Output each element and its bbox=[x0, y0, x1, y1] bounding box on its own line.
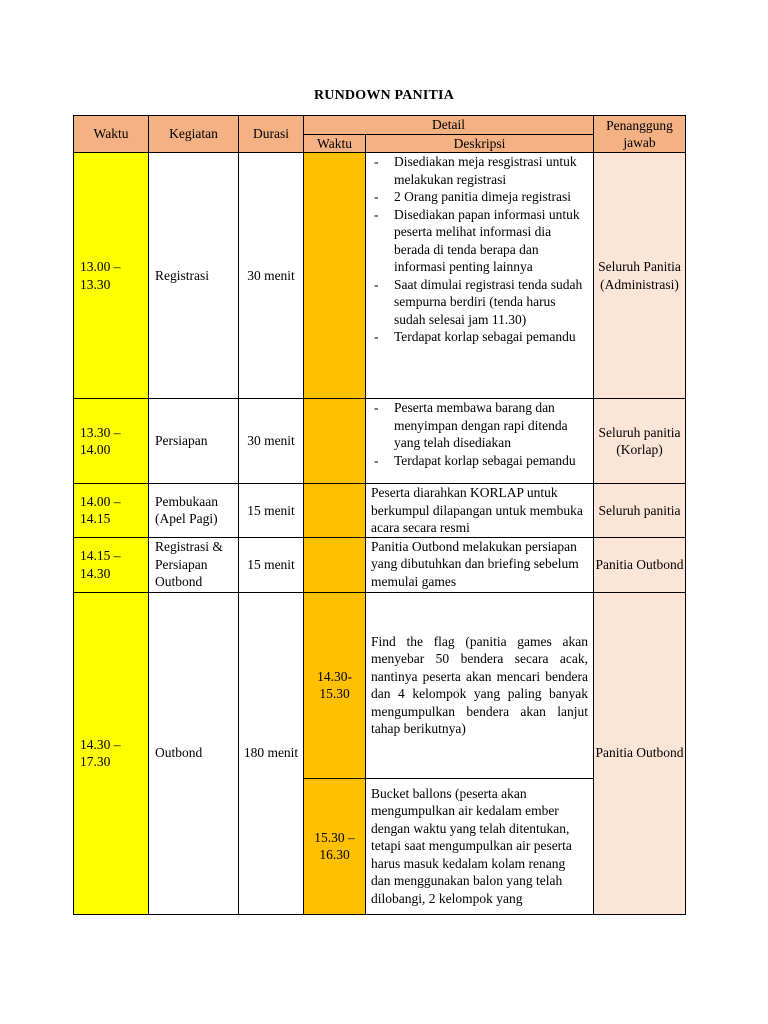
row-waktu: 13.00 – 13.30 bbox=[74, 153, 149, 399]
table-row bbox=[74, 484, 686, 538]
deskripsi-item: - Terdapat korlap sebagai pemandu bbox=[371, 452, 588, 470]
deskripsi-item: - Peserta membawa barang dan menyimpan dengan rapi ditenda yang telah disediakan bbox=[371, 399, 588, 452]
row-penanggung-jawab: Seluruh panitia bbox=[594, 484, 686, 538]
row-penanggung-jawab: Seluruh panitia (Korlap) bbox=[594, 399, 686, 484]
header-durasi: Durasi bbox=[239, 116, 304, 153]
row-detail-waktu bbox=[304, 537, 366, 592]
row-detail-waktu bbox=[304, 153, 366, 399]
row-deskripsi bbox=[366, 153, 594, 399]
row-deskripsi: Panitia Outbond melakukan persiapan yang dibutuhkan dan briefing sebelum memulai games bbox=[366, 537, 594, 592]
row-detail-waktu: 14.30- 15.30 bbox=[304, 592, 366, 778]
row-durasi: 15 menit bbox=[239, 484, 304, 538]
row-deskripsi: Peserta diarahkan KORLAP untuk berkumpul dilapangan untuk membuka acara secara resmi bbox=[366, 484, 594, 538]
row-penanggung-jawab: Panitia Outbond bbox=[594, 537, 686, 592]
page-title: RUNDOWN PANITIA bbox=[313, 88, 455, 103]
deskripsi-item: - Disediakan papan informasi untuk peserta melihat informasi dia berada di tenda berapa dan informasi penting lainnya bbox=[371, 206, 588, 276]
header-kegiatan: Kegiatan bbox=[149, 116, 239, 153]
row-detail-waktu: 15.30 – 16.30 bbox=[304, 778, 366, 914]
deskripsi-item: - Disediakan meja resgistrasi untuk melakukan registrasi bbox=[371, 153, 588, 188]
deskripsi-item: - 2 Orang panitia dimeja registrasi bbox=[371, 188, 588, 206]
row-kegiatan: Registrasi bbox=[149, 153, 239, 399]
row-waktu: 14.30 – 17.30 bbox=[74, 592, 149, 914]
header-penanggung-jawab: Penanggung jawab bbox=[594, 116, 686, 153]
table-row bbox=[74, 153, 686, 399]
header-deskripsi: Deskripsi bbox=[366, 134, 594, 153]
row-durasi: 30 menit bbox=[239, 399, 304, 484]
row-penanggung-jawab: Panitia Outbond bbox=[594, 592, 686, 914]
header-waktu: Waktu bbox=[74, 116, 149, 153]
header-detail-waktu: Waktu bbox=[304, 134, 366, 153]
table-row bbox=[74, 592, 686, 778]
row-waktu: 13.30 – 14.00 bbox=[74, 399, 149, 484]
row-waktu: 14.00 – 14.15 bbox=[74, 484, 149, 538]
row-kegiatan: Outbond bbox=[149, 592, 239, 914]
table-row bbox=[74, 537, 686, 592]
row-deskripsi: Find the flag (panitia games akan menyebar 50 bendera secara acak, nantinya peserta akan mencari bendera dan 4 kelompok yang paling banyak mengumpulkan bendera akan lanjut tahap berikutnya) bbox=[366, 592, 594, 778]
rundown-table bbox=[73, 115, 686, 915]
table-row bbox=[74, 399, 686, 484]
row-durasi: 15 menit bbox=[239, 537, 304, 592]
row-detail-waktu bbox=[304, 399, 366, 484]
row-durasi: 30 menit bbox=[239, 153, 304, 399]
row-durasi: 180 menit bbox=[239, 592, 304, 914]
deskripsi-item: - Terdapat korlap sebagai pemandu bbox=[371, 328, 588, 346]
row-deskripsi: Bucket ballons (peserta akan mengumpulkan air kedalam ember dengan waktu yang telah ditentukan, tetapi saat mengumpulkan air peserta harus masuk kedalam kolam renang dan menggunakan balon yang telah dilobangi, 2 kelompok yang bbox=[366, 778, 594, 914]
row-detail-waktu bbox=[304, 484, 366, 538]
deskripsi-item: - Saat dimulai registrasi tenda sudah sempurna berdiri (tenda harus sudah selesai jam 11.30) bbox=[371, 276, 588, 329]
row-kegiatan: Registrasi & Persiapan Outbond bbox=[149, 537, 239, 592]
row-penanggung-jawab: Seluruh Panitia (Administrasi) bbox=[594, 153, 686, 399]
row-kegiatan: Persiapan bbox=[149, 399, 239, 484]
row-deskripsi bbox=[366, 399, 594, 484]
row-waktu: 14.15 – 14.30 bbox=[74, 537, 149, 592]
row-kegiatan: Pembukaan (Apel Pagi) bbox=[149, 484, 239, 538]
header-detail: Detail bbox=[304, 116, 594, 135]
